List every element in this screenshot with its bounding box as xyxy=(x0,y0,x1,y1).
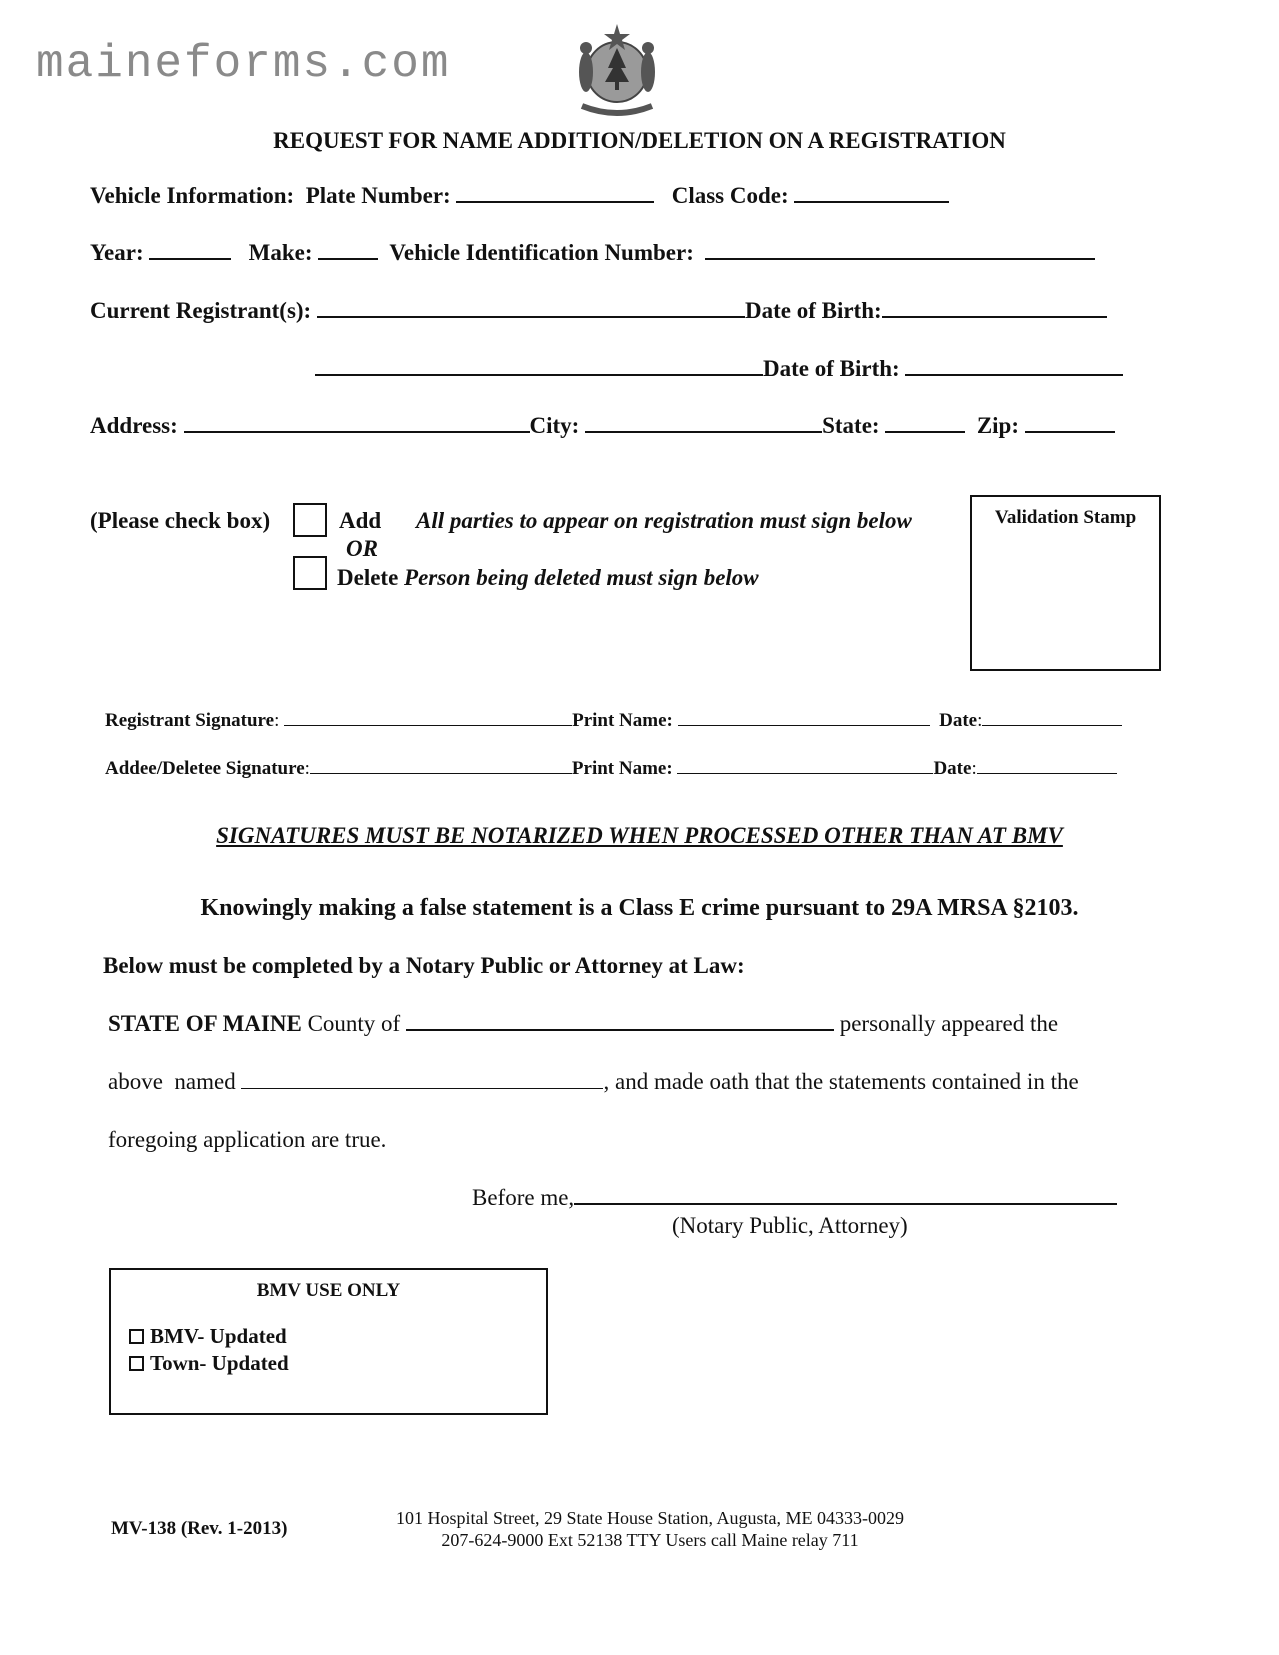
bmv-use-only-box xyxy=(109,1268,548,1415)
delete-label: Delete xyxy=(337,565,399,590)
before-me-label: Before me, xyxy=(472,1185,575,1210)
notary-line-2 xyxy=(108,1069,1079,1095)
registrant-signature-row xyxy=(105,710,1122,732)
colon: : xyxy=(977,710,983,731)
address-row xyxy=(90,413,1115,439)
add-label: Add xyxy=(339,508,382,533)
registrant-row-2 xyxy=(315,356,1123,382)
colon: : xyxy=(971,758,977,779)
notary-line-1 xyxy=(108,1011,1058,1037)
form-id: MV-138 (Rev. 1-2013) xyxy=(111,1518,288,1539)
state-field[interactable] xyxy=(885,430,965,433)
zip-field[interactable] xyxy=(1025,430,1115,433)
town-updated-checkbox[interactable] xyxy=(129,1356,144,1371)
address-field[interactable] xyxy=(184,430,530,433)
vehicle-info-row xyxy=(90,183,949,209)
site-brand: maineforms.com xyxy=(36,38,451,90)
addee-signature-row xyxy=(105,758,1117,780)
registrant-1-dob-field[interactable] xyxy=(882,315,1107,318)
registrant-1-name-field[interactable] xyxy=(317,315,745,318)
add-note: All parties to appear on registration must sign below xyxy=(416,508,912,533)
notarize-notice: SIGNATURES MUST BE NOTARIZED WHEN PROCESSED OTHER THAN AT BMV xyxy=(216,823,1063,848)
above-named-text: above named xyxy=(108,1069,236,1094)
vehicle-info-label: Vehicle Information: xyxy=(90,183,295,208)
registrant-2-name-field[interactable] xyxy=(315,373,763,376)
delete-note: Person being deleted must sign below xyxy=(404,565,759,590)
addee-print-name-field[interactable] xyxy=(677,772,933,774)
oath-text: , and made oath that the statements contained in the xyxy=(603,1069,1079,1094)
address-label: Address: xyxy=(90,413,178,438)
print-name-label-2: Print Name: xyxy=(571,758,673,779)
delete-checkbox[interactable] xyxy=(293,556,327,590)
date-label-1: Date xyxy=(939,710,978,731)
addee-date-field[interactable] xyxy=(977,772,1117,774)
make-label: Make: xyxy=(248,240,313,265)
city-label: City: xyxy=(529,413,580,438)
town-updated-label: Town- Updated xyxy=(150,1351,289,1375)
make-field[interactable] xyxy=(318,257,378,260)
class-code-field[interactable] xyxy=(794,200,949,203)
current-registrant-label: Current Registrant(s): xyxy=(90,298,312,323)
registrant-date-field[interactable] xyxy=(982,724,1122,726)
class-code-label: Class Code: xyxy=(671,183,789,208)
appeared-text: personally appeared the xyxy=(839,1011,1059,1036)
print-name-label-1: Print Name: xyxy=(572,710,673,731)
add-checkbox[interactable] xyxy=(293,503,327,537)
check-box-prompt: (Please check box) xyxy=(90,508,271,533)
registrant-signature-label: Registrant Signature xyxy=(105,710,275,731)
town-updated-item xyxy=(129,1351,546,1376)
plate-number-field[interactable] xyxy=(456,200,654,203)
county-label: County of xyxy=(307,1011,401,1036)
delete-option xyxy=(337,565,759,591)
bmv-use-only-heading: BMV USE ONLY xyxy=(256,1280,401,1301)
state-of-maine: STATE OF MAINE xyxy=(108,1011,302,1036)
dob-label-2: Date of Birth: xyxy=(763,356,900,381)
bmv-updated-item xyxy=(129,1324,546,1349)
vin-label: Vehicle Identification Number: xyxy=(389,240,694,265)
notary-signature-field[interactable] xyxy=(574,1202,1117,1205)
registrant-2-dob-field[interactable] xyxy=(905,373,1123,376)
above-named-field[interactable] xyxy=(241,1087,603,1089)
notary-caption: (Notary Public, Attorney) xyxy=(672,1213,908,1238)
registrant-signature-field[interactable] xyxy=(284,724,572,726)
state-seal-icon xyxy=(572,20,662,120)
state-label: State: xyxy=(822,413,880,438)
vehicle-details-row xyxy=(90,240,1095,266)
bmv-updated-checkbox[interactable] xyxy=(129,1329,144,1344)
bmv-updated-label: BMV- Updated xyxy=(150,1324,287,1348)
plate-number-label: Plate Number: xyxy=(305,183,451,208)
county-field[interactable] xyxy=(406,1028,834,1031)
false-statement-warning: Knowingly making a false statement is a Class E crime pursuant to 29A MRSA §2103. xyxy=(200,895,1079,921)
colon: : xyxy=(304,758,310,779)
date-label-2: Date xyxy=(933,758,972,779)
addee-signature-field[interactable] xyxy=(310,772,572,774)
or-label: OR xyxy=(346,536,378,561)
footer-phone: 207-624-9000 Ext 52138 TTY Users call Maine relay 711 xyxy=(441,1530,859,1550)
city-field[interactable] xyxy=(585,430,822,433)
validation-stamp-label: Validation Stamp xyxy=(994,507,1137,528)
form-title: REQUEST FOR NAME ADDITION/DELETION ON A REGISTRATION xyxy=(273,128,1006,153)
year-field[interactable] xyxy=(149,257,231,260)
footer-address: 101 Hospital Street, 29 State House Station, Augusta, ME 04333-0029 xyxy=(396,1508,904,1528)
addee-signature-label: Addee/Deletee Signature xyxy=(105,758,305,779)
registrant-print-name-field[interactable] xyxy=(678,724,930,726)
colon: : xyxy=(274,710,280,731)
vin-field[interactable] xyxy=(705,257,1095,260)
zip-label: Zip: xyxy=(976,413,1020,438)
notary-heading: Below must be completed by a Notary Public or Attorney at Law: xyxy=(103,953,745,978)
foregoing-text: foregoing application are true. xyxy=(108,1127,387,1152)
before-me-row xyxy=(472,1185,1117,1211)
registrant-row-1 xyxy=(90,298,1107,324)
year-label: Year: xyxy=(90,240,144,265)
dob-label-1: Date of Birth: xyxy=(744,298,882,323)
validation-stamp-box xyxy=(970,495,1161,671)
